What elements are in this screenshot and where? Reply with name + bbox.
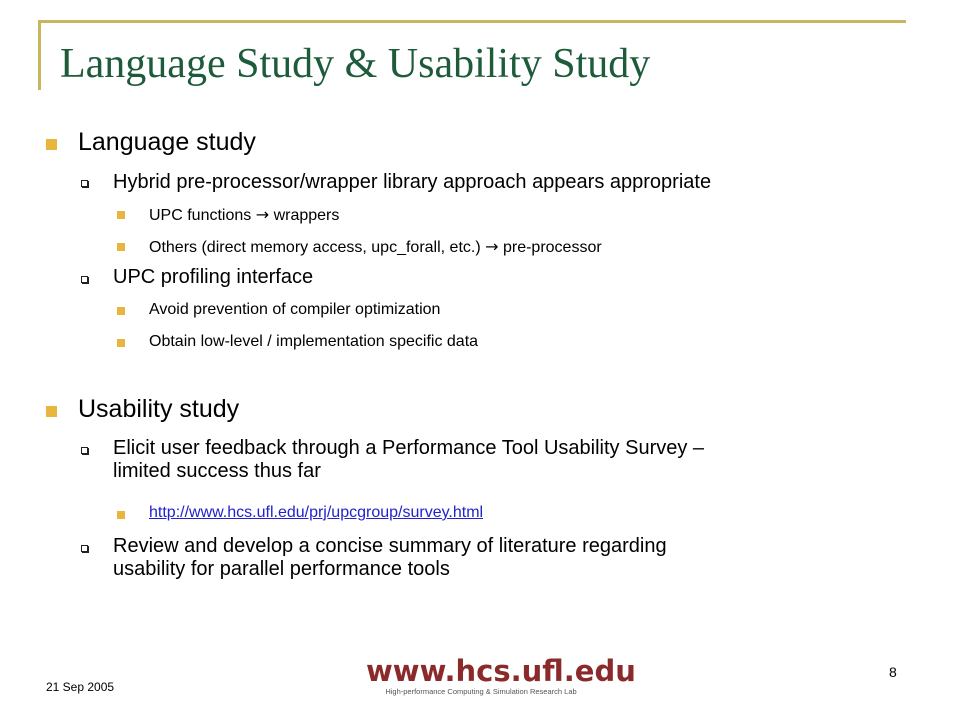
detail-bullet — [117, 307, 125, 315]
detail-avoid-prevention: Avoid prevention of compiler optimization — [149, 301, 441, 318]
subitem-checkbox-bullet — [81, 180, 88, 187]
subitem-checkbox-bullet — [81, 545, 88, 552]
detail-bullet — [117, 211, 125, 219]
detail-upc-functions: UPC functions → wrappers — [149, 205, 340, 224]
logo-text: www.hcs.ufl.edu — [366, 654, 636, 688]
arrow-icon: → — [485, 237, 499, 256]
logo-subtext: High-performance Computing & Simulation Research Lab — [385, 687, 577, 696]
detail-bullet — [117, 243, 125, 251]
section-heading-usability-study: Usability study — [78, 395, 240, 423]
detail-bullet — [117, 339, 125, 347]
footer-date: 21 Sep 2005 — [46, 680, 115, 694]
page-number: 8 — [889, 664, 897, 680]
section-bullet — [46, 139, 57, 150]
subitem-checkbox-bullet — [81, 447, 88, 454]
detail-others-preprocessor: Others (direct memory access, upc_forall, etc.) → pre-processor — [149, 237, 602, 256]
item-upc-profiling-interface: UPC profiling interface — [113, 266, 314, 288]
section-heading-language-study: Language study — [78, 128, 256, 156]
survey-link[interactable]: http://www.hcs.ufl.edu/prj/upcgroup/survey.html — [149, 504, 484, 521]
section-bullet — [46, 406, 57, 417]
detail-bullet — [117, 511, 125, 519]
item-hybrid-approach: Hybrid pre-processor/wrapper library approach appears appropriate — [113, 171, 712, 193]
item-review-literature: Review and develop a concise summary of literature regarding usability for parallel performance tools — [113, 535, 667, 580]
subitem-checkbox-bullet — [81, 276, 88, 283]
survey-link-row — [149, 504, 483, 522]
hcs-logo — [366, 654, 636, 697]
item-elicit-feedback: Elicit user feedback through a Performance Tool Usability Survey – limited success thus far — [113, 437, 705, 482]
detail-obtain-low-level: Obtain low-level / implementation specific data — [149, 333, 479, 350]
arrow-icon: → — [255, 205, 270, 224]
slide-title: Language Study & Usability Study — [60, 41, 651, 87]
